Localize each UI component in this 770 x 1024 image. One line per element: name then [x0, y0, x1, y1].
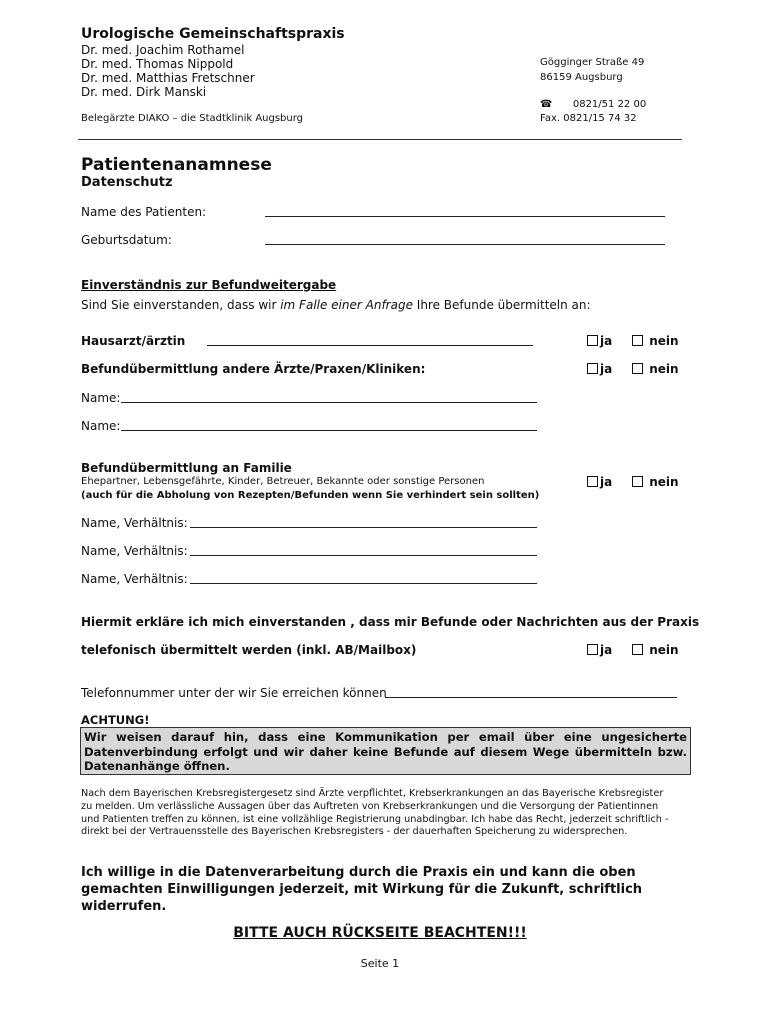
- phone-icon: ☎: [540, 99, 553, 110]
- relation-field[interactable]: [190, 555, 537, 556]
- fax-label: Fax.: [540, 113, 561, 124]
- warning-text: Wir weisen darauf hin, dass eine Kommunikation per email über eine ungesicherte Datenverbindung erfolgt und wir daher keine Befunde auf diesem Wege übermitteln bzw. Datenanhänge öffnen.: [84, 730, 687, 773]
- no-label: nein: [649, 643, 679, 657]
- checkbox-icon: [632, 644, 643, 655]
- question-prefix: Sind Sie einverstanden, dass wir: [81, 298, 281, 312]
- cancer-registry-paragraph: Nach dem Bayerischen Krebsregistergesetz sind Ärzte verpflichtet, Krebserkrankungen an das Bayerische Krebsregister zu melden. Um verlässliche Aussagen über das Auftreten von Krebserkrankungen und die Versorgung der Patientinnen und Patienten treffen zu können, ist eine vollzählige Registrierung unabdingbar. Ich habe das Recht, jederzeit schriftlich - direkt bei der Vertrauensstelle des Bayerischen Krebsregisters - der dauerhaften Speicherung zu widersprechen.: [81, 788, 669, 838]
- no-label: nein: [649, 475, 679, 489]
- birthdate-field[interactable]: [265, 244, 665, 245]
- other-doctors-label: Befundübermittlung andere Ärzte/Praxen/Kliniken:: [81, 362, 426, 376]
- fax-line: [540, 113, 637, 124]
- patient-name-label: Name des Patienten:: [81, 205, 207, 219]
- other-doctors-yes-checkbox[interactable]: [587, 362, 612, 376]
- family-yes-checkbox[interactable]: [587, 475, 612, 489]
- checkbox-icon: [587, 363, 598, 374]
- relation-field[interactable]: [190, 583, 537, 584]
- other-doctor-name-field[interactable]: [121, 402, 537, 403]
- phone-consent-text: Hiermit erkläre ich mich einverstanden , dass mir Befunde oder Nachrichten aus der Praxis: [81, 615, 700, 629]
- no-label: nein: [649, 334, 679, 348]
- page-number: Seite 1: [360, 957, 400, 970]
- name-label: Name:: [81, 419, 121, 433]
- doctor-name: Dr. med. Joachim Rothamel: [81, 43, 245, 57]
- phone-consent-text: telefonisch übermittelt werden (inkl. AB/Mailbox): [81, 643, 417, 657]
- page-title: Patientenanamnese: [81, 155, 272, 175]
- phone-line: [540, 99, 646, 110]
- family-no-checkbox[interactable]: [632, 475, 679, 489]
- relation-label: Name, Verhältnis:: [81, 572, 188, 586]
- warning-heading: ACHTUNG!: [81, 713, 150, 727]
- relation-label: Name, Verhältnis:: [81, 516, 188, 530]
- phone-no-checkbox[interactable]: [632, 643, 679, 657]
- page-subtitle: Datenschutz: [81, 175, 173, 190]
- phone-number-field[interactable]: [385, 697, 677, 698]
- gp-label: Hausarzt/ärztin: [81, 334, 186, 348]
- doctor-name: Dr. med. Dirk Manski: [81, 85, 207, 99]
- name-label: Name:: [81, 391, 121, 405]
- checkbox-icon: [632, 476, 643, 487]
- address-city: 86159 Augsburg: [540, 72, 623, 83]
- header-divider: [78, 139, 682, 140]
- back-page-notice-wrap: [0, 925, 760, 941]
- phone-number-label: Telefonnummer unter der wir Sie erreichen können: [81, 686, 387, 700]
- consent-heading: Einverständnis zur Befundweitergabe: [81, 278, 337, 292]
- family-description: Ehepartner, Lebensgefährte, Kinder, Betreuer, Bekannte oder sonstige Personen: [81, 476, 485, 487]
- relation-field[interactable]: [190, 527, 537, 528]
- consent-question: [81, 298, 591, 312]
- warning-box: [80, 727, 691, 775]
- no-label: nein: [649, 362, 679, 376]
- checkbox-icon: [587, 476, 598, 487]
- fax-number: 0821/15 74 32: [563, 113, 637, 124]
- gp-no-checkbox[interactable]: [632, 334, 679, 348]
- relation-label: Name, Verhältnis:: [81, 544, 188, 558]
- doctor-name: Dr. med. Matthias Fretschner: [81, 71, 255, 85]
- checkbox-icon: [632, 363, 643, 374]
- patient-name-field[interactable]: [265, 216, 665, 217]
- yes-label: ja: [600, 475, 613, 489]
- question-italic: im Falle einer Anfrage: [280, 298, 413, 312]
- doctor-name: Dr. med. Thomas Nippold: [81, 57, 234, 71]
- final-consent: Ich willige in die Datenverarbeitung durch die Praxis ein und kann die oben gemachten Einwilligungen jederzeit, mit Wirkung für die Zukunft, schriftlich widerrufen.: [81, 865, 643, 914]
- yes-label: ja: [600, 362, 613, 376]
- checkbox-icon: [587, 644, 598, 655]
- phone-yes-checkbox[interactable]: [587, 643, 612, 657]
- back-page-notice: BITTE AUCH RÜCKSEITE BEACHTEN!!!: [233, 925, 527, 941]
- yes-label: ja: [600, 334, 613, 348]
- affiliation: Belegärzte DIAKO – die Stadtklinik Augsburg: [81, 113, 304, 124]
- gp-yes-checkbox[interactable]: [587, 334, 612, 348]
- gp-field[interactable]: [207, 345, 533, 346]
- practice-name: Urologische Gemeinschaftspraxis: [81, 26, 345, 42]
- checkbox-icon: [587, 335, 598, 346]
- address-street: Gögginger Straße 49: [540, 57, 645, 68]
- phone-number: 0821/51 22 00: [572, 99, 647, 110]
- other-doctors-no-checkbox[interactable]: [632, 362, 679, 376]
- question-suffix: Ihre Befunde übermitteln an:: [412, 298, 591, 312]
- checkbox-icon: [632, 335, 643, 346]
- yes-label: ja: [600, 643, 613, 657]
- family-label: Befundübermittlung an Familie: [81, 461, 292, 475]
- other-doctor-name-field[interactable]: [121, 430, 537, 431]
- family-note: (auch für die Abholung von Rezepten/Befunden wenn Sie verhindert sein sollten): [81, 490, 540, 501]
- birthdate-label: Geburtsdatum:: [81, 233, 172, 247]
